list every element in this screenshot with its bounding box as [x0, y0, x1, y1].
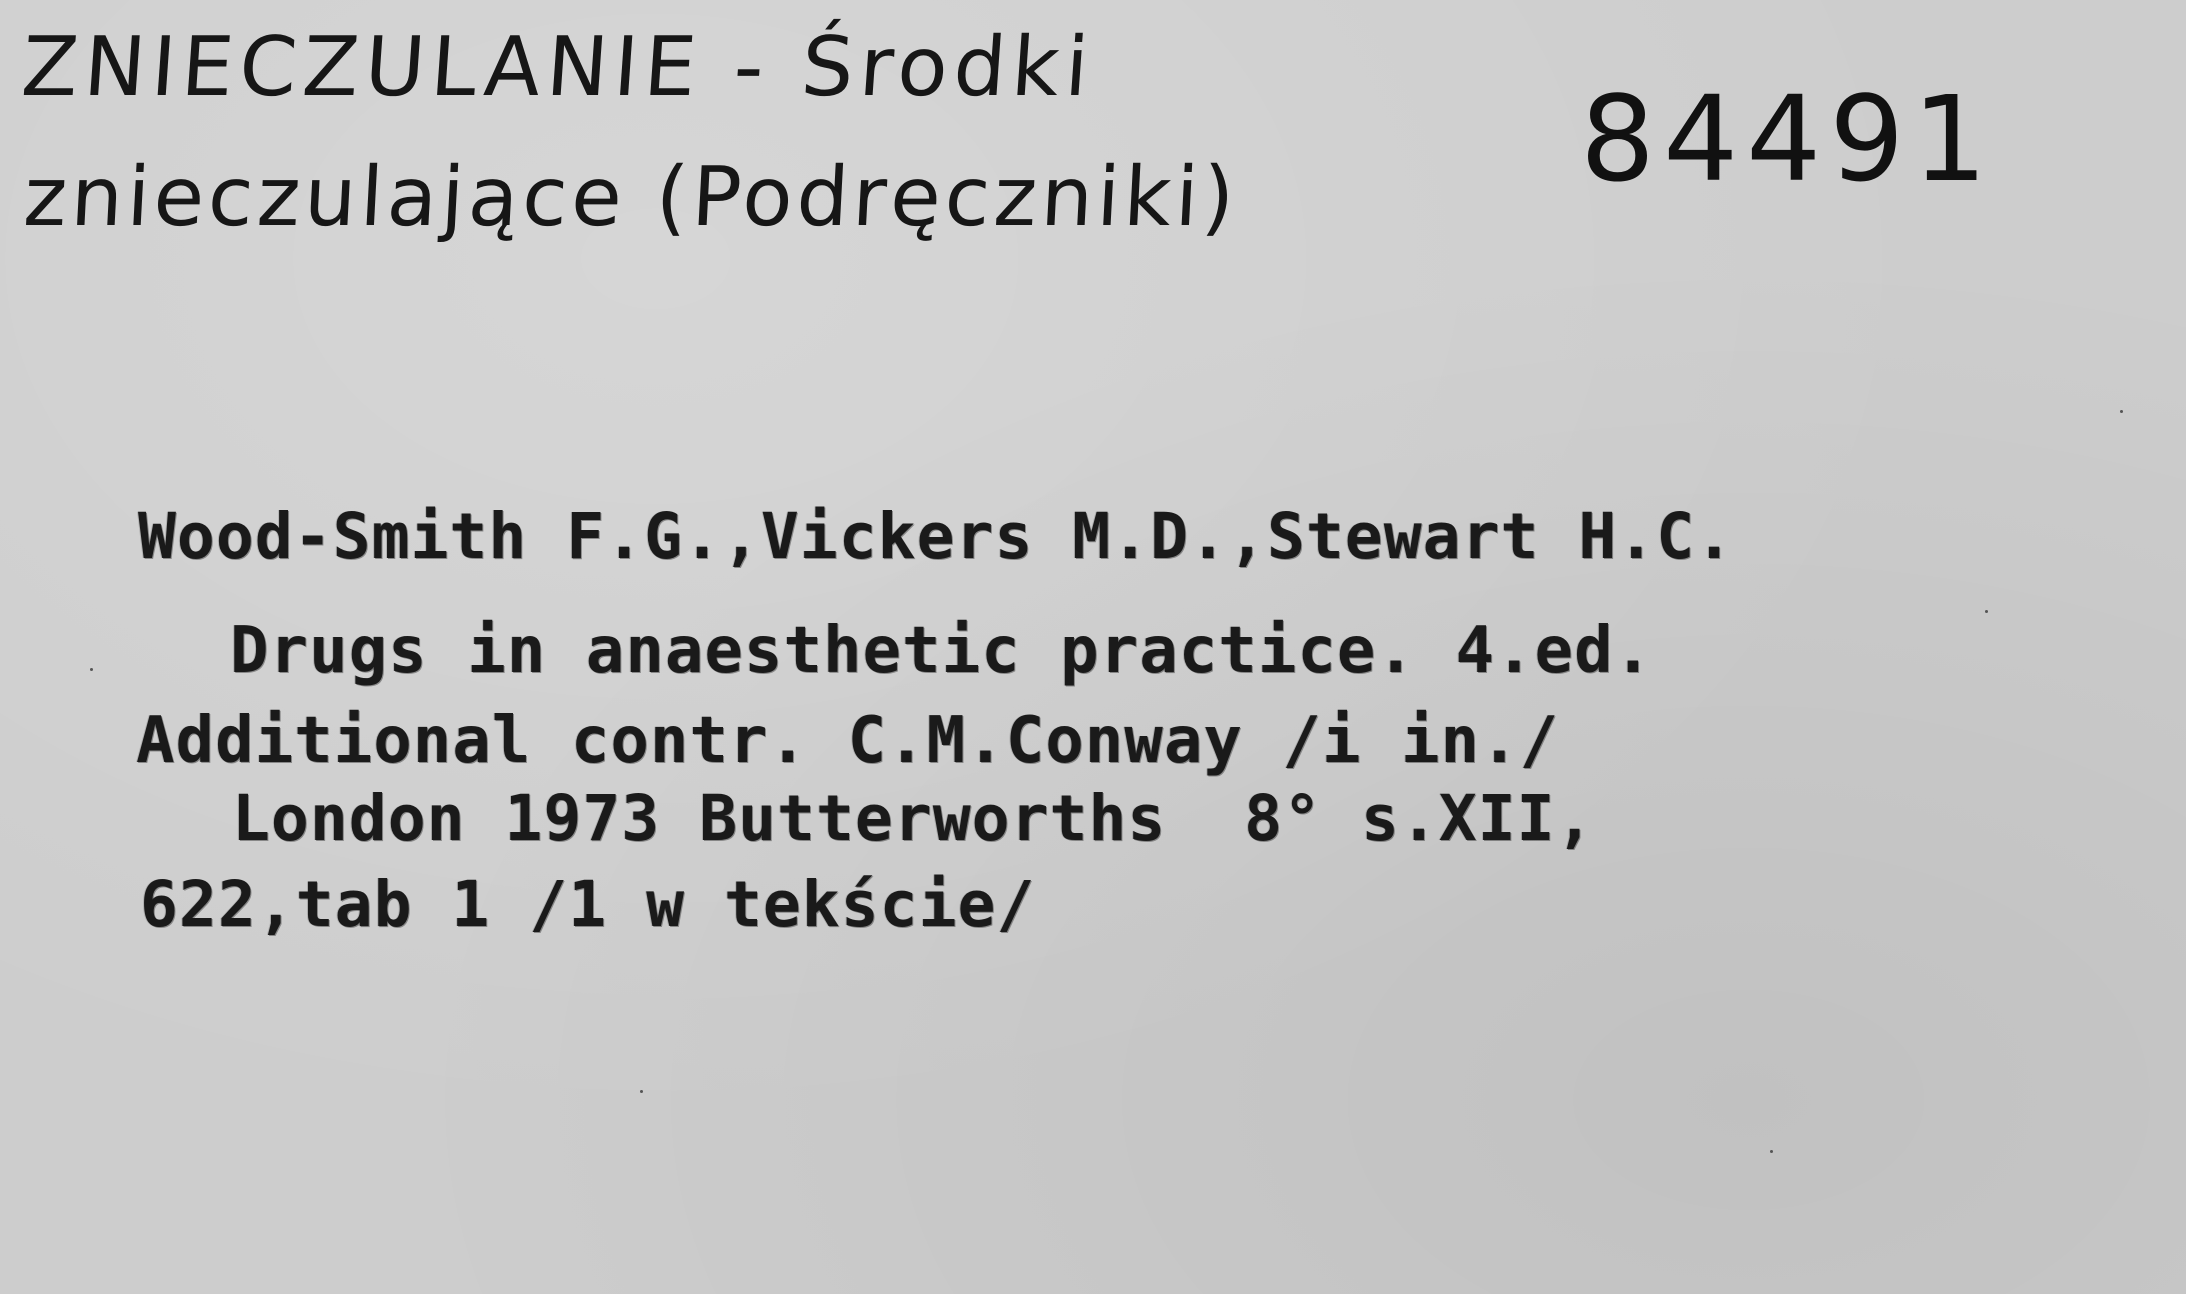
title-line: Drugs in anaesthetic practice. 4.ed. — [230, 614, 1654, 688]
authors-line: Wood-Smith F.G.,Vickers M.D.,Stewart H.C. — [138, 500, 1735, 573]
subject-heading-line2: znieczulające (Podręczniki) — [21, 150, 1241, 245]
paper-speck — [90, 668, 93, 671]
paper-speck — [640, 1090, 643, 1093]
paper-speck — [2120, 410, 2123, 413]
imprint-line: London 1973 Butterworths 8° s.XII, — [232, 782, 1595, 855]
paper-speck — [1985, 610, 1988, 613]
contributors-line: Additional contr. C.M.Conway /i in./ — [136, 704, 1560, 778]
subject-heading-line1: ZNIECZULANIE - Środki — [18, 20, 1098, 115]
extent-line: 622,tab 1 /1 w tekście/ — [140, 868, 1036, 941]
call-number: 84491 — [1580, 70, 1996, 208]
paper-speck — [1770, 1150, 1773, 1153]
